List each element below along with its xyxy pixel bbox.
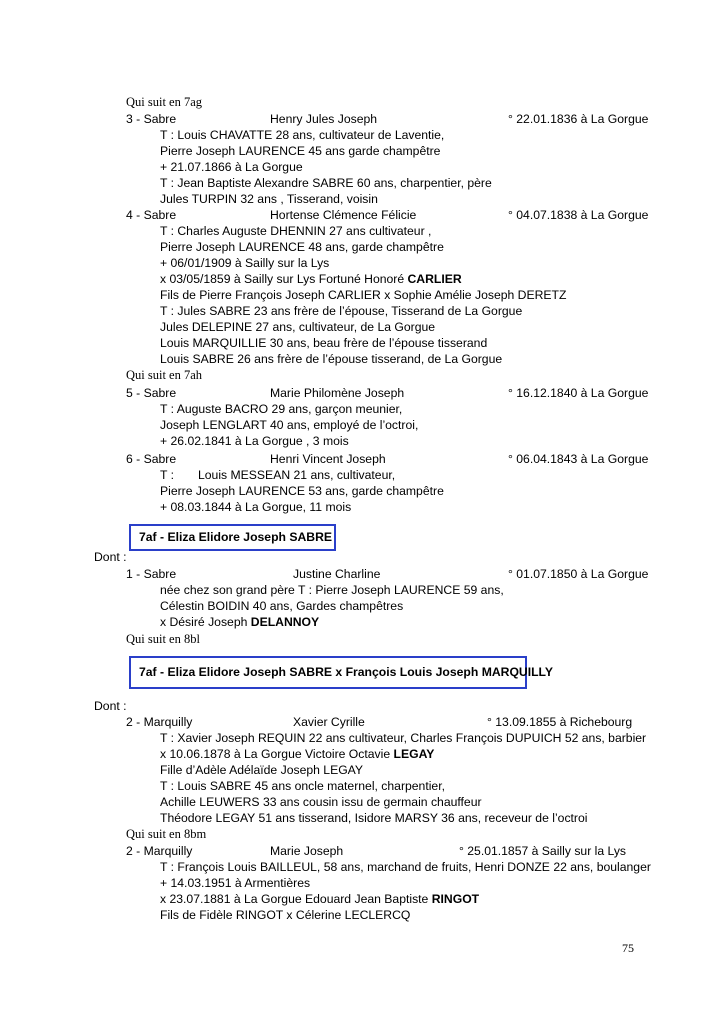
child-name: Hortense Clémence Félicie <box>270 208 417 222</box>
family-header: 7af - Eliza Elidore Joseph SABRE x François Louis Joseph MARQUILLY <box>129 656 527 689</box>
qui-suit-line: Qui suit en 8bm <box>126 827 207 841</box>
marriage-line: x 03/05/1859 à Sailly sur Lys Fortuné Honoré CARLIER <box>160 272 462 286</box>
record-line: Fils de Pierre François Joseph CARLIER x Sophie Amélie Joseph DERETZ <box>160 288 567 302</box>
record-line: Louis SABRE 26 ans frère de l’épouse tisserand, de La Gorgue <box>160 352 503 366</box>
record-line: Célestin BOIDIN 40 ans, Gardes champêtres <box>160 599 404 613</box>
record-line: T : Louis MESSEAN 21 ans, cultivateur, <box>160 468 396 482</box>
marriage-line: x 10.06.1878 à La Gorgue Victoire Octavie LEGAY <box>160 747 435 761</box>
record-line: + 08.03.1844 à La Gorgue, 11 mois <box>160 500 352 514</box>
child-birth-date: ° 01.07.1850 à La Gorgue <box>508 567 649 581</box>
record-line: Fille d’Adèle Adélaïde Joseph LEGAY <box>160 763 364 777</box>
family-header: 7af - Eliza Elidore Joseph SABRE <box>129 524 336 551</box>
child-name: Henri Vincent Joseph <box>270 452 386 466</box>
record-line: Achille LEUWERS 33 ans cousin issu de germain chauffeur <box>160 795 482 809</box>
child-label: 3 - Sabre <box>126 112 177 126</box>
record-line: T : Louis SABRE 45 ans oncle maternel, charpentier, <box>160 779 445 793</box>
qui-suit-line: Qui suit en 7ag <box>126 95 203 109</box>
record-line: Pierre Joseph LAURENCE 45 ans garde champêtre <box>160 144 441 158</box>
page-number: 75 <box>622 941 634 955</box>
child-birth-date: ° 04.07.1838 à La Gorgue <box>508 208 649 222</box>
record-line: Pierre Joseph LAURENCE 48 ans, garde champêtre <box>160 240 444 254</box>
dont-label: Dont : <box>94 699 127 713</box>
spouse-surname: LEGAY <box>393 747 435 761</box>
spouse-surname: DELANNOY <box>250 615 320 629</box>
record-line: née chez son grand père T : Pierre Joseph LAURENCE 59 ans, <box>160 583 504 597</box>
child-label: 5 - Sabre <box>126 386 177 400</box>
child-label: 6 - Sabre <box>126 452 177 466</box>
qui-suit-line: Qui suit en 8bl <box>126 632 200 646</box>
child-birth-date: ° 16.12.1840 à La Gorgue <box>508 386 649 400</box>
record-line: Pierre Joseph LAURENCE 53 ans, garde champêtre <box>160 484 444 498</box>
child-name: Henry Jules Joseph <box>270 112 378 126</box>
record-line: T : Xavier Joseph REQUIN 22 ans cultivateur, Charles François DUPUICH 52 ans, barbier <box>160 731 647 745</box>
child-birth-date: ° 13.09.1855 à Richebourg <box>487 715 633 729</box>
spouse-surname: RINGOT <box>431 892 480 906</box>
record-line: T : Jean Baptiste Alexandre SABRE 60 ans, charpentier, père <box>160 176 492 190</box>
spouse-surname: CARLIER <box>407 272 462 286</box>
child-birth-date: ° 22.01.1836 à La Gorgue <box>508 112 649 126</box>
record-line: T : Auguste BACRO 29 ans, garçon meunier, <box>160 402 403 416</box>
child-birth-date: ° 06.04.1843 à La Gorgue <box>508 452 649 466</box>
marriage-line: x 23.07.1881 à La Gorgue Edouard Jean Baptiste RINGOT <box>160 892 480 906</box>
child-label: 1 - Sabre <box>126 567 177 581</box>
record-line: Jules TURPIN 32 ans , Tisserand, voisin <box>160 192 378 206</box>
record-line: + 21.07.1866 à La Gorgue <box>160 160 303 174</box>
record-line: T : Jules SABRE 23 ans frère de l’épouse, Tisserand de La Gorgue <box>160 304 523 318</box>
child-label: 2 - Marquilly <box>126 844 193 858</box>
record-line: Fils de Fidèle RINGOT x Célerine LECLERCQ <box>160 908 411 922</box>
record-line: T : François Louis BAILLEUL, 58 ans, marchand de fruits, Henri DONZE 22 ans, boulanger <box>160 860 651 874</box>
record-line: T : Louis CHAVATTE 28 ans, cultivateur de Laventie, <box>160 128 445 142</box>
child-name: Marie Philomène Joseph <box>270 386 405 400</box>
child-name: Justine Charline <box>293 567 381 581</box>
dont-label: Dont : <box>94 550 127 564</box>
child-birth-date: ° 25.01.1857 à Sailly sur la Lys <box>459 844 627 858</box>
record-line: + 26.02.1841 à La Gorgue , 3 mois <box>160 434 349 448</box>
record-line: Joseph LENGLART 40 ans, employé de l’octroi, <box>160 418 419 432</box>
child-name: Marie Joseph <box>270 844 344 858</box>
qui-suit-line: Qui suit en 7ah <box>126 368 203 382</box>
record-line: Louis MARQUILLIE 30 ans, beau frère de l’épouse tisserand <box>160 336 488 350</box>
child-name: Xavier Cyrille <box>293 715 365 729</box>
record-line: Jules DELEPINE 27 ans, cultivateur, de La Gorgue <box>160 320 436 334</box>
record-line: Théodore LEGAY 51 ans tisserand, Isidore MARSY 36 ans, receveur de l’octroi <box>160 811 588 825</box>
child-label: 2 - Marquilly <box>126 715 193 729</box>
record-line: + 06/01/1909 à Sailly sur la Lys <box>160 256 330 270</box>
record-line: T : Charles Auguste DHENNIN 27 ans cultivateur , <box>160 224 432 238</box>
child-label: 4 - Sabre <box>126 208 177 222</box>
record-line: + 14.03.1951 à Armentières <box>160 876 311 890</box>
marriage-line: x Désiré Joseph DELANNOY <box>160 615 320 629</box>
